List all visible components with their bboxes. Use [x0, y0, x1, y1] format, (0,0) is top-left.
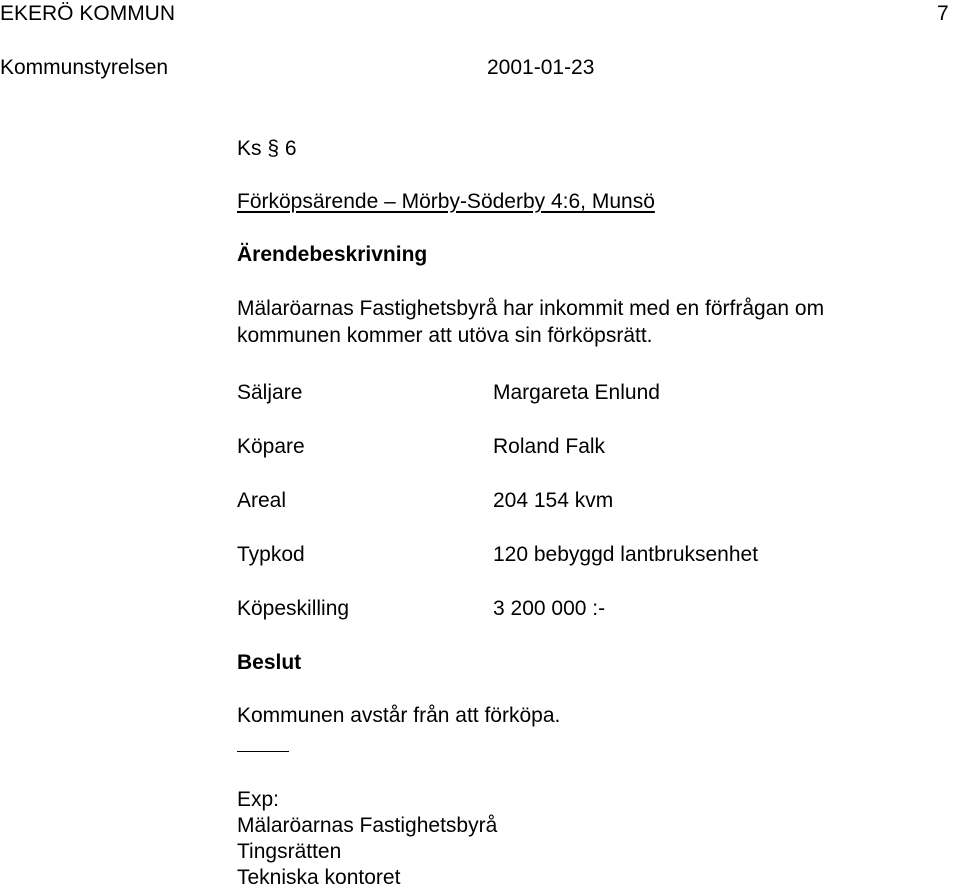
distribution-recipient: Mälaröarnas Fastighetsbyrå [237, 814, 498, 837]
detail-value-typecode: 120 bebyggd lantbruksenhet [493, 543, 759, 566]
price-value: 3 200 000 :- [493, 597, 606, 620]
description-heading: Ärendebeskrivning [237, 243, 428, 266]
detail-value-buyer: Roland Falk [493, 435, 606, 458]
detail-label-seller: Säljare [237, 381, 303, 404]
decision-text: Kommunen avstår från att förköpa. [237, 704, 561, 727]
page-number: 7 [937, 2, 949, 25]
detail-value-area: 204 154 kvm [493, 489, 614, 512]
description-line-1: Mälaröarnas Fastighetsbyrå har inkommit med en förfrågan om [237, 297, 825, 320]
distribution-recipient: Tingsrätten [237, 840, 342, 863]
detail-label-buyer: Köpare [237, 435, 305, 458]
distribution-label: Exp: [237, 788, 280, 811]
decision-heading: Beslut [237, 651, 302, 674]
case-number: Ks § 6 [237, 137, 297, 160]
header-org: EKERÖ KOMMUN [0, 2, 176, 25]
signature-rule [237, 751, 289, 752]
detail-label-area: Areal [237, 489, 287, 512]
distribution-recipient: Tekniska kontoret [237, 866, 401, 889]
price-label: Köpeskilling [237, 597, 350, 620]
header-date: 2001-01-23 [487, 56, 595, 79]
detail-value-seller: Margareta Enlund [493, 381, 660, 404]
case-title: Förköpsärende – Mörby-Söderby 4:6, Munsö [237, 190, 655, 213]
description-line-2: kommunen kommer att utöva sin förköpsrätt. [237, 324, 653, 347]
header-body: Kommunstyrelsen [0, 56, 169, 79]
detail-label-typecode: Typkod [237, 543, 305, 566]
